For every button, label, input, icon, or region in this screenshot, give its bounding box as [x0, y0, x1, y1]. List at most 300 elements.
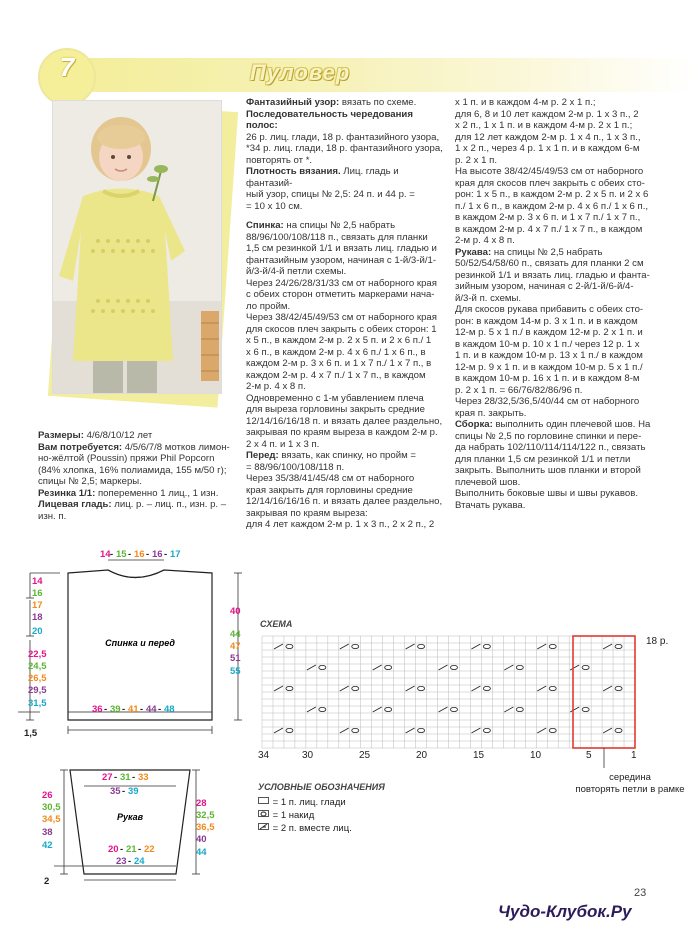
text-bold: Плотность вязания.	[246, 166, 341, 177]
legend-item-k2tog: = 2 п. вместе лиц.	[258, 822, 478, 835]
text-bold: Размеры:	[38, 430, 84, 441]
chart-grid	[262, 636, 635, 748]
k2tog-symbol	[537, 686, 546, 691]
k2tog-symbol	[603, 644, 612, 649]
text-normal: 12-м р. 5 х 1 п./ в каждом 12-м р. 2 х 1 п. и	[455, 327, 643, 338]
text-line	[455, 224, 660, 236]
yarnover-symbol	[352, 728, 359, 732]
body-length-size-3: 47	[230, 641, 241, 652]
text-normal: лиц. р. – лиц. п., изн. р. –	[111, 499, 227, 510]
yarnover-symbol	[418, 686, 425, 690]
sleeve-left-size-3: 34,5	[42, 814, 61, 825]
text-line	[246, 232, 446, 244]
body-side-size-2: 24,5	[28, 661, 47, 672]
yarnover-symbol	[483, 644, 490, 648]
yarnover-symbol	[418, 644, 425, 648]
sleeve-title: Рукав	[116, 812, 144, 822]
yarnover-symbol	[615, 644, 622, 648]
text-normal: на спицы № 2,5 набрать	[491, 246, 603, 258]
k2tog-symbol	[471, 644, 480, 649]
text-bold: Лицевая гладь:	[38, 499, 112, 510]
text-normal: 2-м р. 4 х 8 п.	[246, 381, 306, 392]
text-normal: й/3-й/4-й петли схемы.	[246, 266, 347, 277]
text-normal: Через 38/42/45/49/53 см от наборного края	[246, 312, 437, 323]
text-line	[455, 293, 660, 305]
text-normal: (84% хлопка, 16% полиамида, 155 м/50 г);	[38, 464, 227, 476]
text-normal: Для скосов рукава прибавить с обеих сто-	[455, 304, 644, 315]
text-line	[246, 370, 446, 382]
k2tog-symbol	[471, 686, 480, 691]
text-line	[455, 189, 660, 201]
body-top-size-5: 17	[170, 549, 181, 560]
text-normal: 4/5/6/7/8 мотков лимон-	[122, 441, 230, 453]
text-normal: в каждом 10-м р. 16 х 1 п. и в каждом 8-м	[455, 373, 640, 384]
text-normal: края для скосов плеч закрыть с обеих сто-	[455, 177, 645, 189]
chart-title: СХЕМА	[260, 619, 293, 629]
chart-x-34: 34	[258, 750, 270, 761]
yarnover-symbol	[549, 644, 556, 648]
text-normal: 4/6/8/10/12 лет	[83, 430, 153, 441]
text-line	[455, 477, 660, 489]
text-normal: спицы № 2,5; маркеры.	[38, 476, 142, 487]
chart-x-15: 15	[473, 750, 485, 761]
text-normal: плечевой шов.	[455, 476, 521, 488]
sleeve-schematic	[40, 762, 240, 892]
text-line	[455, 281, 660, 293]
sleeve-right-size-1: 28	[196, 798, 207, 809]
text-normal: Через 24/26/28/31/33 см от наборного края	[246, 277, 437, 289]
text-line	[455, 408, 660, 420]
text-line	[246, 109, 446, 132]
text-line	[455, 120, 660, 132]
text-line	[246, 312, 446, 324]
k2tog-symbol	[603, 728, 612, 733]
text-normal: = 88/96/100/108/118 п.	[246, 461, 345, 473]
yarnover-symbol	[352, 686, 359, 690]
text-normal: каждом 2-м р. 4 х 7 п./ 1 х 7 п., в каждом	[246, 369, 426, 381]
text-normal: х 2 п., 1 х 1 п. и в каждом 4-м р. 2 х 1 п.;	[455, 120, 633, 131]
text-normal: ный узор, спицы № 2,5: 24 п. и 44 р. =	[246, 189, 415, 200]
sleeve-top-size-2: 31	[120, 772, 131, 783]
text-line	[246, 155, 446, 167]
text-line	[455, 304, 660, 316]
dash: -	[164, 549, 168, 560]
k2tog-symbol	[504, 665, 513, 670]
body-length-size-4: 51	[230, 653, 241, 664]
yarnover-symbol	[319, 665, 326, 669]
body-top-size-1: 14	[100, 549, 111, 560]
text-line	[246, 301, 446, 313]
text-line	[455, 396, 660, 408]
text-line	[38, 488, 238, 500]
text-line	[455, 201, 660, 213]
text-line	[246, 462, 446, 474]
text-bold: Рукава:	[455, 246, 492, 258]
text-normal: рон: 1 х 5 п., в каждом 2-м р. 2 х 5 п. и 2 х 6	[455, 189, 649, 200]
text-line	[455, 316, 660, 328]
yarnover-symbol	[582, 665, 589, 669]
text-normal: ло пройм.	[246, 300, 291, 312]
knit-stitch-icon	[258, 797, 270, 805]
body-width-size-5: 48	[164, 704, 175, 715]
text-line	[455, 454, 660, 466]
text-normal: *34 р. лиц. глади, 18 р. фантазийного узора,	[246, 143, 443, 154]
text-normal: Выполнить боковые швы и швы рукавов.	[455, 488, 638, 499]
yarnover-symbol	[286, 686, 293, 690]
text-line	[246, 97, 446, 109]
sleeve-left-size-5: 42	[42, 840, 53, 851]
chart-note-line1: середина	[609, 772, 651, 783]
text-bold: Перед:	[246, 450, 279, 461]
text-normal: но-жёлтой (Poussin) пряжи Phil Popcorn	[38, 453, 215, 464]
text-normal: Втачать рукава.	[455, 499, 526, 511]
text-normal: повторять от *.	[246, 154, 313, 166]
text-line	[246, 439, 446, 451]
chart-x-30: 30	[302, 750, 314, 761]
text-bold: Резинка 1/1:	[38, 487, 96, 499]
text-line	[246, 381, 446, 393]
text-line	[246, 201, 446, 213]
page-number: 23	[634, 887, 647, 899]
text-line	[455, 350, 660, 362]
text-normal: спицы № 2,5 по горловине спинки и пере-	[455, 430, 642, 442]
text-line	[455, 270, 660, 282]
text-line	[455, 373, 660, 385]
text-normal: края закрыть для горловины средние	[246, 484, 413, 496]
text-line	[246, 278, 446, 290]
text-normal: вязать по схеме.	[339, 97, 417, 108]
text-line	[246, 266, 446, 278]
sleeve-left-size-1: 26	[42, 790, 53, 801]
text-normal: края п. закрыть.	[455, 407, 527, 419]
text-normal: 26 р. лиц. глади, 18 р. фантазийного узора,	[246, 131, 440, 143]
body-side-size-4: 29,5	[28, 685, 47, 696]
yarnover-symbol	[450, 707, 457, 711]
text-line	[246, 404, 446, 416]
text-line	[246, 508, 446, 520]
text-line	[455, 500, 660, 512]
text-normal: закрыть. Выполнить шов планки и второй	[455, 465, 641, 476]
text-line	[455, 258, 660, 270]
k2tog-symbol	[406, 686, 415, 691]
chart-note	[560, 772, 700, 796]
text-line	[246, 189, 446, 201]
k2tog-symbol	[340, 728, 349, 733]
dash: -	[122, 704, 126, 715]
text-line	[455, 442, 660, 454]
yarnover-symbol	[286, 728, 293, 732]
dash: -	[140, 704, 144, 715]
text-line	[246, 416, 446, 428]
text-line	[246, 289, 446, 301]
text-line	[38, 442, 238, 454]
text-normal: зийным узором, начиная с 2-й/1-й/6-й/4-	[455, 281, 634, 292]
dash: -	[146, 549, 150, 560]
left-text-column	[38, 430, 238, 522]
chart-rows-label: 18 р.	[646, 636, 669, 647]
text-line	[246, 347, 446, 359]
text-normal: 2-м р. 4 х 8 п.	[455, 235, 515, 246]
text-line	[38, 511, 238, 523]
chart-note-line2: повторять петли в рамке	[575, 784, 685, 795]
text-line	[455, 327, 660, 339]
yarnover-symbol	[385, 707, 392, 711]
k2tog-symbol	[274, 686, 283, 691]
text-normal: в каждом 10-м р. 10 х 1 п./ через 12 р. 1 х	[455, 338, 640, 350]
chart-x-25: 25	[359, 750, 371, 761]
yarnover-symbol	[516, 707, 523, 711]
text-line	[455, 465, 660, 477]
text-normal: фантазийным узором, начиная с 1-й/3-й/1-	[246, 254, 437, 266]
sleeve-bottom-size-2: 21	[126, 844, 137, 855]
k2tog-symbol	[504, 707, 513, 712]
text-bold: Спинка:	[246, 220, 284, 231]
k2tog-symbol	[439, 707, 448, 712]
legend-item-yarnover: = 1 накид	[258, 809, 478, 822]
text-bold: Сборка:	[455, 419, 493, 430]
sleeve-right-size-5: 44	[196, 847, 207, 858]
text-line	[246, 132, 446, 144]
text-line	[455, 132, 660, 144]
yarnover-symbol	[582, 707, 589, 711]
body-armhole-size-3: 17	[32, 600, 43, 611]
text-line	[246, 255, 446, 267]
text-normal: = 10 х 10 см.	[246, 200, 303, 212]
body-length-size-2: 44	[230, 629, 241, 640]
text-normal: 12-м р. 9 х 1 п. и в каждом 10-м р. 5 х 1 п./	[455, 361, 643, 373]
body-width-size-3: 41	[128, 704, 139, 715]
text-line	[455, 235, 660, 247]
stitch-chart	[258, 630, 669, 780]
text-normal: 12/14/16/16/16 п. и вязать далее раздельно,	[246, 496, 443, 507]
text-normal: х 1 п. и в каждом 4-м р. 2 х 1 п.;	[455, 97, 596, 108]
yarn-over-icon	[258, 810, 270, 818]
sleeve-bottom2-size-2: 24	[134, 856, 145, 867]
text-line	[38, 453, 238, 465]
middle-text-column	[246, 97, 446, 531]
dash: -	[132, 772, 136, 783]
dash: -	[120, 844, 124, 855]
text-line	[246, 519, 446, 531]
text-normal: 1 х 2 п., через 4 р. 1 х 1 п. и в каждом 6-м	[455, 143, 640, 154]
text-line	[246, 485, 446, 497]
text-normal: закрывая по краям выреза:	[246, 507, 368, 519]
chart-x-20: 20	[416, 750, 428, 761]
yarnover-symbol	[352, 644, 359, 648]
sleeve-band-size: 2	[44, 876, 50, 887]
body-width-size-4: 44	[146, 704, 157, 715]
header-band	[70, 58, 695, 92]
yarnover-symbol	[450, 665, 457, 669]
body-top-size-3: 16	[134, 549, 145, 560]
yarnover-symbol	[516, 665, 523, 669]
text-line	[455, 155, 660, 167]
watermark: Чудо-Клубок.Ру	[498, 902, 632, 921]
text-line	[455, 488, 660, 500]
text-line	[246, 243, 446, 255]
text-normal: для выреза горловины закрыть средние	[246, 404, 425, 415]
right-text-column	[455, 97, 660, 511]
sleeve-left-size-2: 30,5	[42, 802, 61, 813]
text-normal: р. 2 х 1 п. = 66/76/82/86/96 п.	[455, 384, 583, 396]
body-top-size-4: 16	[152, 549, 163, 560]
chart-x-10: 10	[530, 750, 542, 761]
text-normal: п./ 1 х 6 п., в каждом 2-м р. 4 х 6 п./ 1 х 6 п.,	[455, 200, 649, 212]
dash: -	[128, 549, 132, 560]
text-bold: Вам потребуется:	[38, 441, 123, 453]
dash: -	[158, 704, 162, 715]
text-line	[246, 358, 446, 370]
text-line	[455, 178, 660, 190]
k2tog-symbol	[537, 644, 546, 649]
text-normal: на спицы № 2,5 набрать	[283, 220, 396, 231]
text-normal: попеременно 1 лиц., 1 изн.	[95, 487, 219, 499]
text-line	[455, 143, 660, 155]
text-line	[38, 476, 238, 488]
text-normal: Лиц. гладь и фантазий-	[246, 166, 399, 189]
k2tog-symbol	[439, 665, 448, 670]
text-line	[246, 450, 446, 462]
text-normal: каждом 2-м р. 3 х 6 п. и 1 х 7 п./ 1 х 7 п., в	[246, 358, 432, 369]
yarnover-symbol	[418, 728, 425, 732]
body-width-size-1: 36	[92, 704, 103, 715]
text-normal: Через 35/38/41/45/48 см от наборного	[246, 473, 415, 484]
k2tog-symbol	[406, 728, 415, 733]
text-line	[455, 97, 660, 109]
body-width-size-2: 39	[110, 704, 121, 715]
text-normal: для скосов плеч закрыть с обеих сторон: 1	[246, 323, 437, 335]
text-normal: резинкой 1/1 и вязать лиц. гладью и фанта-	[455, 269, 650, 281]
page-title: Пуловер	[250, 60, 351, 85]
yarnover-symbol	[615, 686, 622, 690]
text-line	[455, 385, 660, 397]
body-band-size: 1,5	[24, 728, 38, 739]
pattern-number: 7	[59, 52, 75, 82]
yarnover-symbol	[483, 686, 490, 690]
legend	[258, 782, 478, 835]
text-line	[455, 247, 660, 259]
dash: -	[110, 549, 114, 560]
text-line	[38, 465, 238, 477]
sleeve-top-size-3: 33	[138, 772, 149, 783]
text-line	[246, 496, 446, 508]
text-normal: й/3-й п. схемы.	[455, 292, 522, 304]
k2tog-symbol	[274, 728, 283, 733]
text-line	[455, 339, 660, 351]
sleeve-bottom2-size-1: 23	[116, 856, 127, 867]
text-line	[38, 499, 238, 511]
body-armhole-size-4: 18	[32, 612, 43, 623]
legend-item-knit: = 1 п. лиц. глади	[258, 796, 478, 809]
k2tog-symbol	[307, 707, 316, 712]
chart-x-1: 1	[631, 750, 637, 761]
text-bold: Фантазийный узор:	[246, 97, 340, 108]
body-length-size-1: 40	[230, 606, 241, 617]
yarnover-symbol	[549, 728, 556, 732]
text-normal: да набрать 102/110/114/114/122 п., связать	[455, 442, 646, 453]
text-line	[246, 166, 446, 189]
sleeve-right-size-4: 40	[196, 834, 207, 845]
text-normal: 12/14/16/16/18 п. и вязать далее раздельно,	[246, 415, 443, 427]
k2tog-symbol	[570, 665, 579, 670]
sleeve-left-size-4: 38	[42, 827, 53, 838]
text-line	[455, 419, 660, 431]
text-line	[246, 143, 446, 155]
text-normal: 2 х 4 п. и 1 х 3 п.	[246, 438, 320, 450]
text-normal: в каждом 2-м р. 4 х 7 п./ 1 х 7 п., в каждом	[455, 223, 643, 235]
photo-illustration	[53, 101, 221, 393]
text-normal: Через 28/32,5/36,5/40/44 см от наборного	[455, 396, 640, 407]
body-side-size-3: 26,5	[28, 673, 47, 684]
text-line	[455, 431, 660, 443]
text-line	[246, 427, 446, 439]
text-line	[455, 166, 660, 178]
body-schematic	[20, 540, 260, 740]
sleeve-top-size-1: 27	[102, 772, 113, 783]
k2tog-symbol	[373, 665, 382, 670]
text-normal: 88/96/100/108/118 п., связать для планки	[246, 231, 428, 243]
text-line	[246, 324, 446, 336]
text-normal: для 6, 8 и 10 лет каждом 2-м р. 1 х 3 п., 2	[455, 108, 639, 120]
k2tog-symbol	[340, 686, 349, 691]
yarnover-symbol	[483, 728, 490, 732]
text-normal: 50/52/54/58/60 п., связать для планки 2 см	[455, 258, 644, 269]
text-normal: с обеих сторон отметить маркерами нача-	[246, 289, 435, 300]
text-normal: выполнить один плечевой шов. На	[492, 419, 651, 430]
photo-girl-pullover	[52, 100, 222, 394]
chart-x-5: 5	[586, 750, 592, 761]
k2tog-symbol	[471, 728, 480, 733]
yarnover-symbol	[549, 686, 556, 690]
k2tog-symbol	[274, 644, 283, 649]
body-armhole-size-2: 16	[32, 588, 43, 599]
text-line	[455, 109, 660, 121]
k2tog-symbol	[307, 665, 316, 670]
text-line	[246, 473, 446, 485]
text-normal: х 6 п., в каждом 2-м р. 4 х 6 п./ 1 х 6 п., в	[246, 346, 426, 358]
text-normal: для 4 лет каждом 2-м р. 1 х 3 п., 2 х 2 п., 2	[246, 519, 435, 530]
sleeve-right-size-2: 32,5	[196, 810, 215, 821]
text-normal: для планки 1,5 см резинкой 1/1 и петли	[455, 453, 631, 465]
legend-title: УСЛОВНЫЕ ОБОЗНАЧЕНИЯ	[258, 782, 385, 792]
text-normal: закрывая по краям выреза в каждом 2-м р.	[246, 427, 438, 438]
yarnover-symbol	[319, 707, 326, 711]
yarnover-symbol	[385, 665, 392, 669]
text-bold: Последовательность чередования полос:	[246, 108, 413, 131]
text-line	[246, 393, 446, 405]
text-line	[246, 220, 446, 232]
body-title: Спинка и перед	[105, 638, 175, 648]
knit-two-together-icon	[258, 823, 270, 831]
text-line	[246, 335, 446, 347]
dash: -	[122, 786, 126, 797]
text-line	[455, 362, 660, 374]
dash: -	[138, 844, 142, 855]
k2tog-symbol	[406, 644, 415, 649]
text-normal: вязать, как спинку, но пройм =	[278, 450, 416, 461]
text-line	[455, 212, 660, 224]
body-length-size-5: 55	[230, 666, 241, 677]
text-normal: 1,5 см резинкой 1/1 и вязать лиц. гладью и	[246, 243, 437, 254]
text-normal: На высоте 38/42/45/49/53 см от наборного	[455, 166, 644, 177]
text-normal: р. 2 х 1 п.	[455, 154, 497, 166]
text-normal: изн. п.	[38, 510, 67, 522]
sleeve-bottom-size-1: 20	[108, 844, 119, 855]
body-armhole-size-1: 14	[32, 576, 43, 587]
text-normal: Одновременно с 1-м убавлением плеча	[246, 392, 424, 404]
sleeve-top2-size-1: 35	[110, 786, 121, 797]
k2tog-symbol	[373, 707, 382, 712]
